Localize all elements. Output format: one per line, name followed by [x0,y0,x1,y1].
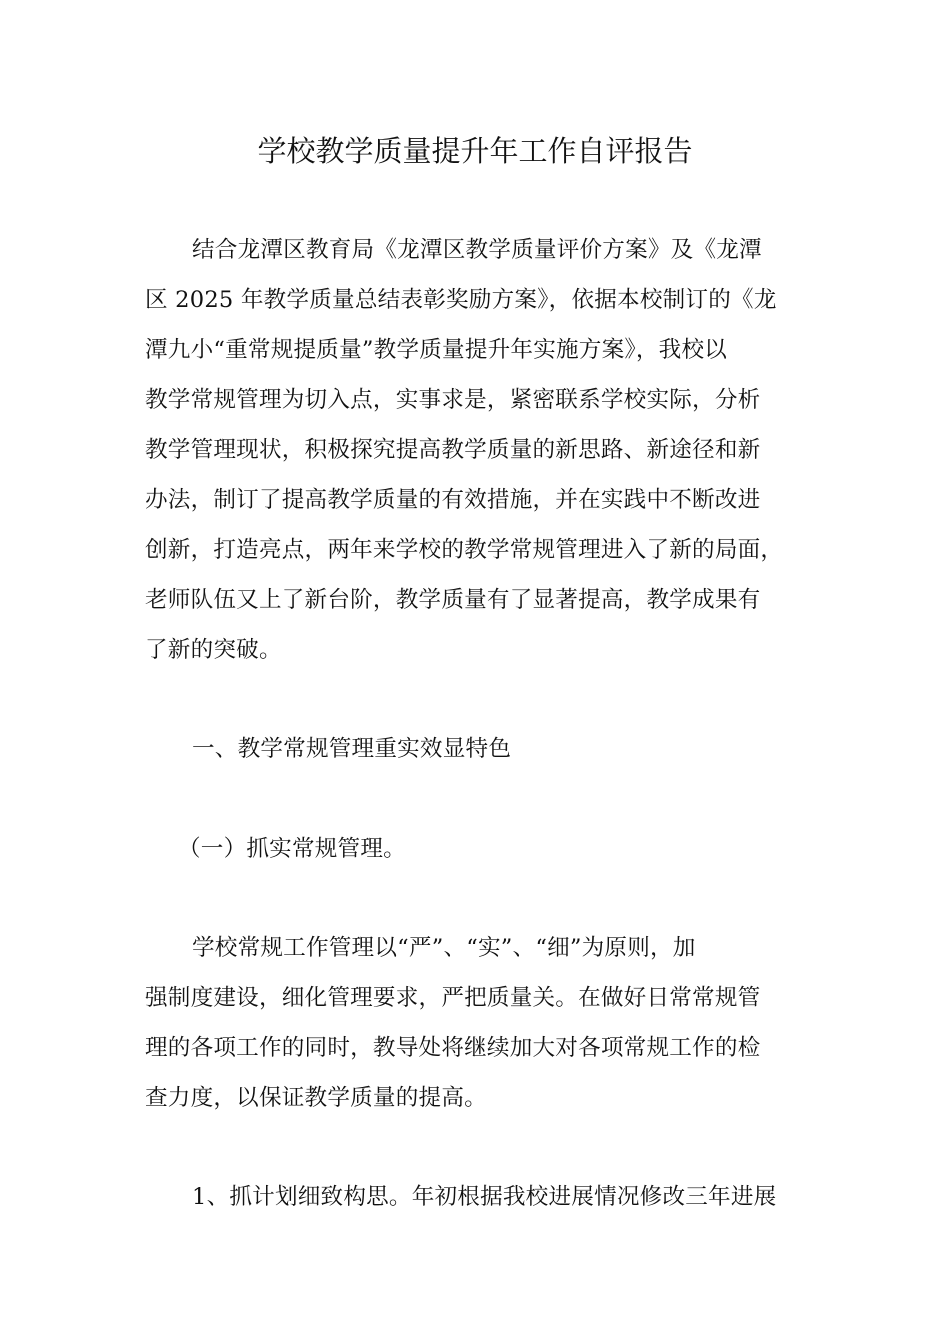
paragraph-1-line-1: 结合龙潭区教育局《龙潭区教学质量评价方案》及《龙潭 [192,237,762,263]
paragraph-1-line-5: 教学管理现状，积极探究提高教学质量的新思路、新途径和新 [145,437,761,463]
paragraph-1-line-3: 潭九小“重常规提质量”教学质量提升年实施方案》，我校以 [145,337,728,363]
paragraph-2-line-1: 学校常规工作管理以“严”、“实”、“细”为原则，加 [192,935,696,961]
section-heading-1: 一、教学常规管理重实效显特色 [192,736,512,762]
paragraph-1-line-6: 办法，制订了提高教学质量的有效措施，并在实践中不断改进 [145,487,761,513]
paragraph-1-line-2: 区 2025 年教学质量总结表彰奖励方案》，依据本校制订的《龙 [145,287,777,313]
paragraph-3-line-1: 1、抓计划细致构思。年初根据我校进展情况修改三年进展 [192,1184,777,1210]
document-title: 学校教学质量提升年工作自评报告 [257,134,693,168]
paragraph-1-line-7: 创新，打造亮点，两年来学校的教学常规管理进入了新的局面， [145,537,784,563]
subsection-heading-1: （一）抓实常规管理。 [178,836,406,862]
paragraph-1-line-4: 教学常规管理为切入点，实事求是，紧密联系学校实际，分析 [145,387,761,413]
paragraph-1-line-8: 老师队伍又上了新台阶，教学质量有了显著提高，教学成果有 [145,587,761,613]
paragraph-2-line-4: 查力度，以保证教学质量的提高。 [145,1085,487,1111]
paragraph-2-line-3: 理的各项工作的同时，教导处将继续加大对各项常规工作的检 [145,1035,761,1061]
paragraph-1-line-9: 了新的突破。 [145,637,282,663]
paragraph-2-line-2: 强制度建设，细化管理要求，严把质量关。在做好日常常规管 [145,985,761,1011]
